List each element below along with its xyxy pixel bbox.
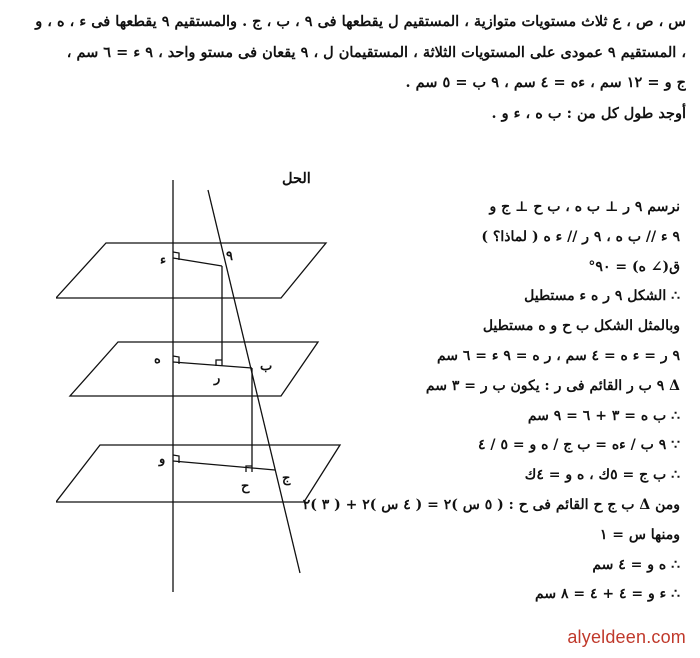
solution-step: Δ ٩ ب ر القائم فى ر : يكون ب ر = ٣ سم [425, 377, 680, 394]
point-label-b: ب [260, 359, 273, 374]
line-l [208, 190, 300, 573]
solution-step: ومن Δ ب ج ح القائم فى ح : ( ٥ س )٢ = ( ٤ س )٢ + ( ٣ )٢ [302, 496, 680, 513]
segment-o-j [173, 461, 275, 470]
solution-step: ∴ ء و = ٤ + ٤ = ٨ سم [535, 586, 680, 603]
problem-line: أوجد طول كل من : ب ه ، ء و . [491, 104, 686, 122]
solution-step: ∵ ٩ ب / ءه = ب ج / ه و = ٥ / ٤ [478, 437, 680, 454]
point-label-r: ر [214, 371, 221, 386]
plane-middle [70, 342, 318, 396]
solution-step: ق(∠ ه) = ٩٠° [588, 258, 680, 275]
problem-line: س ، ص ، ع ثلاث مستويات متوازية ، المستقيم ل يقطعها فى ٩ ، ب ، ج . والمستقيم ٩ يقطعها فى ء ، ه ، و [35, 13, 686, 30]
problem-line [14, 130, 686, 161]
solution-step: ∴ ب ج = ٥ك ، ه و = ٤ك [524, 467, 680, 484]
problem-line: ج و = ١٢ سم ، ءه = ٤ سم ، ٩ ب = ٥ سم . [405, 74, 686, 91]
solution-step: ∴ ه و = ٤ سم [592, 556, 680, 573]
problem-line: ، المستقيم ٩ عمودى على المستويات الثلاثة ، المستقيمان ل ، ٩ يقعان فى مستو واحد ، ٩ ء = ٦ سم ، [66, 43, 686, 61]
solution-step: ٩ ر = ء ه = ٤ سم ، ر ه = ٩ ء = ٦ سم [436, 347, 680, 364]
solution-steps [300, 194, 680, 641]
segment-h-b [173, 362, 252, 368]
segment-a-d [173, 258, 222, 266]
point-label-d: ء [160, 253, 167, 268]
point-label-a: ٩ [226, 249, 233, 264]
solution-step: وبالمثل الشكل ب ح و ه مستطيل [482, 318, 680, 335]
point-label-j: ج [282, 471, 291, 486]
point-label-o: و [159, 452, 166, 467]
solution-heading: الحل [282, 170, 311, 187]
point-label-h2: ح [241, 479, 250, 494]
solution-step: ومنها س = ١ [599, 526, 680, 543]
solution-step: ∴ الشكل ٩ ر ه ء مستطيل [524, 288, 680, 305]
solution-step: نرسم ٩ ر ⊥ ب ه ، ب ح ⊥ ج و [489, 199, 680, 215]
site-watermark: alyeldeen.com [567, 627, 686, 647]
solution-step: ∴ ب ه = ٣ + ٦ = ٩ سم [527, 407, 680, 424]
point-label-h: ه [154, 352, 161, 367]
solution-step: ٩ ء // ب ه ، ٩ ر // ء ه ( لماذا؟ ) [481, 228, 680, 245]
plane-top [56, 243, 326, 298]
plane-bottom [56, 445, 340, 502]
problem-statement [14, 8, 686, 161]
